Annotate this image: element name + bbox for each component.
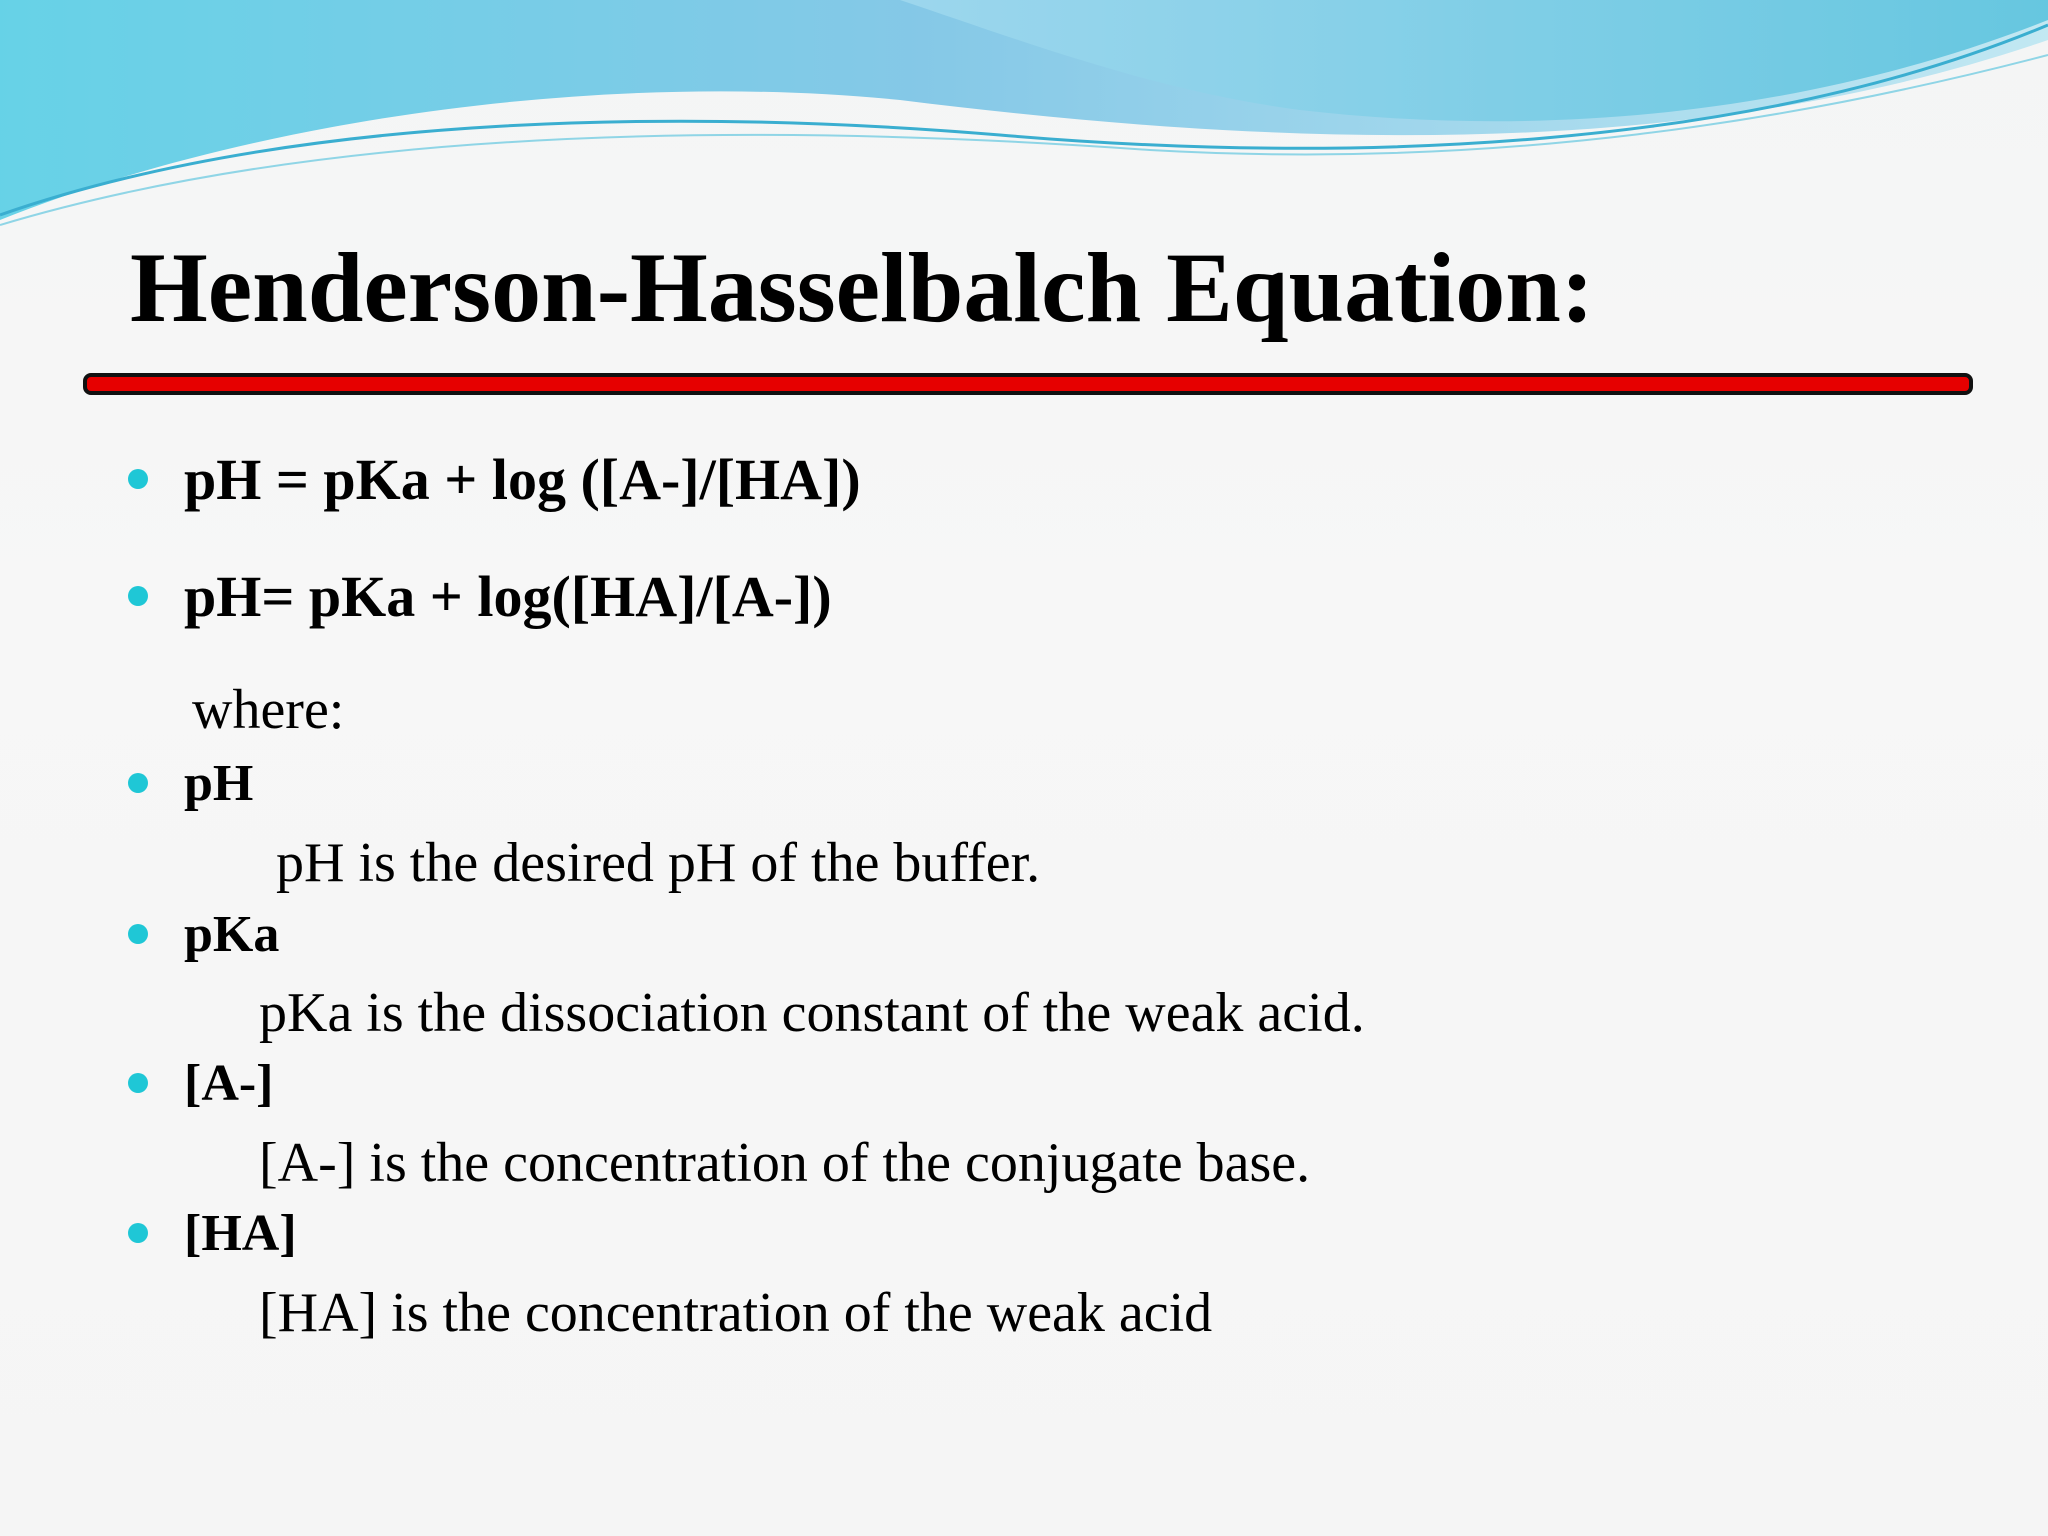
bullet-dot-icon	[128, 469, 148, 489]
definition-description: pH is the desired pH of the buffer.	[276, 832, 1041, 894]
bullet-dot-icon	[128, 1073, 148, 1093]
definition-description: [HA] is the concentration of the weak acid	[259, 1282, 1213, 1344]
definition-term: pH	[184, 755, 254, 812]
header-wave-decoration	[0, 0, 2048, 240]
definition-term: [HA]	[184, 1205, 297, 1262]
where-label: where:	[192, 679, 345, 741]
definition-term: [A-]	[184, 1055, 274, 1112]
definition-term: pKa	[184, 906, 280, 963]
definition-description: [A-] is the concentration of the conjugate base.	[259, 1132, 1311, 1194]
definition-description: pKa is the dissociation constant of the weak acid.	[259, 982, 1365, 1044]
title-underline	[83, 373, 1973, 395]
bullet-dot-icon	[128, 773, 148, 793]
bullet-dot-icon	[128, 586, 148, 606]
slide-title: Henderson-Hasselbalch Equation:	[130, 232, 1595, 343]
formula-1: pH = pKa + log ([A-]/[HA])	[184, 447, 861, 512]
bullet-dot-icon	[128, 924, 148, 944]
bullet-dot-icon	[128, 1223, 148, 1243]
formula-2: pH= pKa + log([HA]/[A-])	[184, 564, 832, 629]
